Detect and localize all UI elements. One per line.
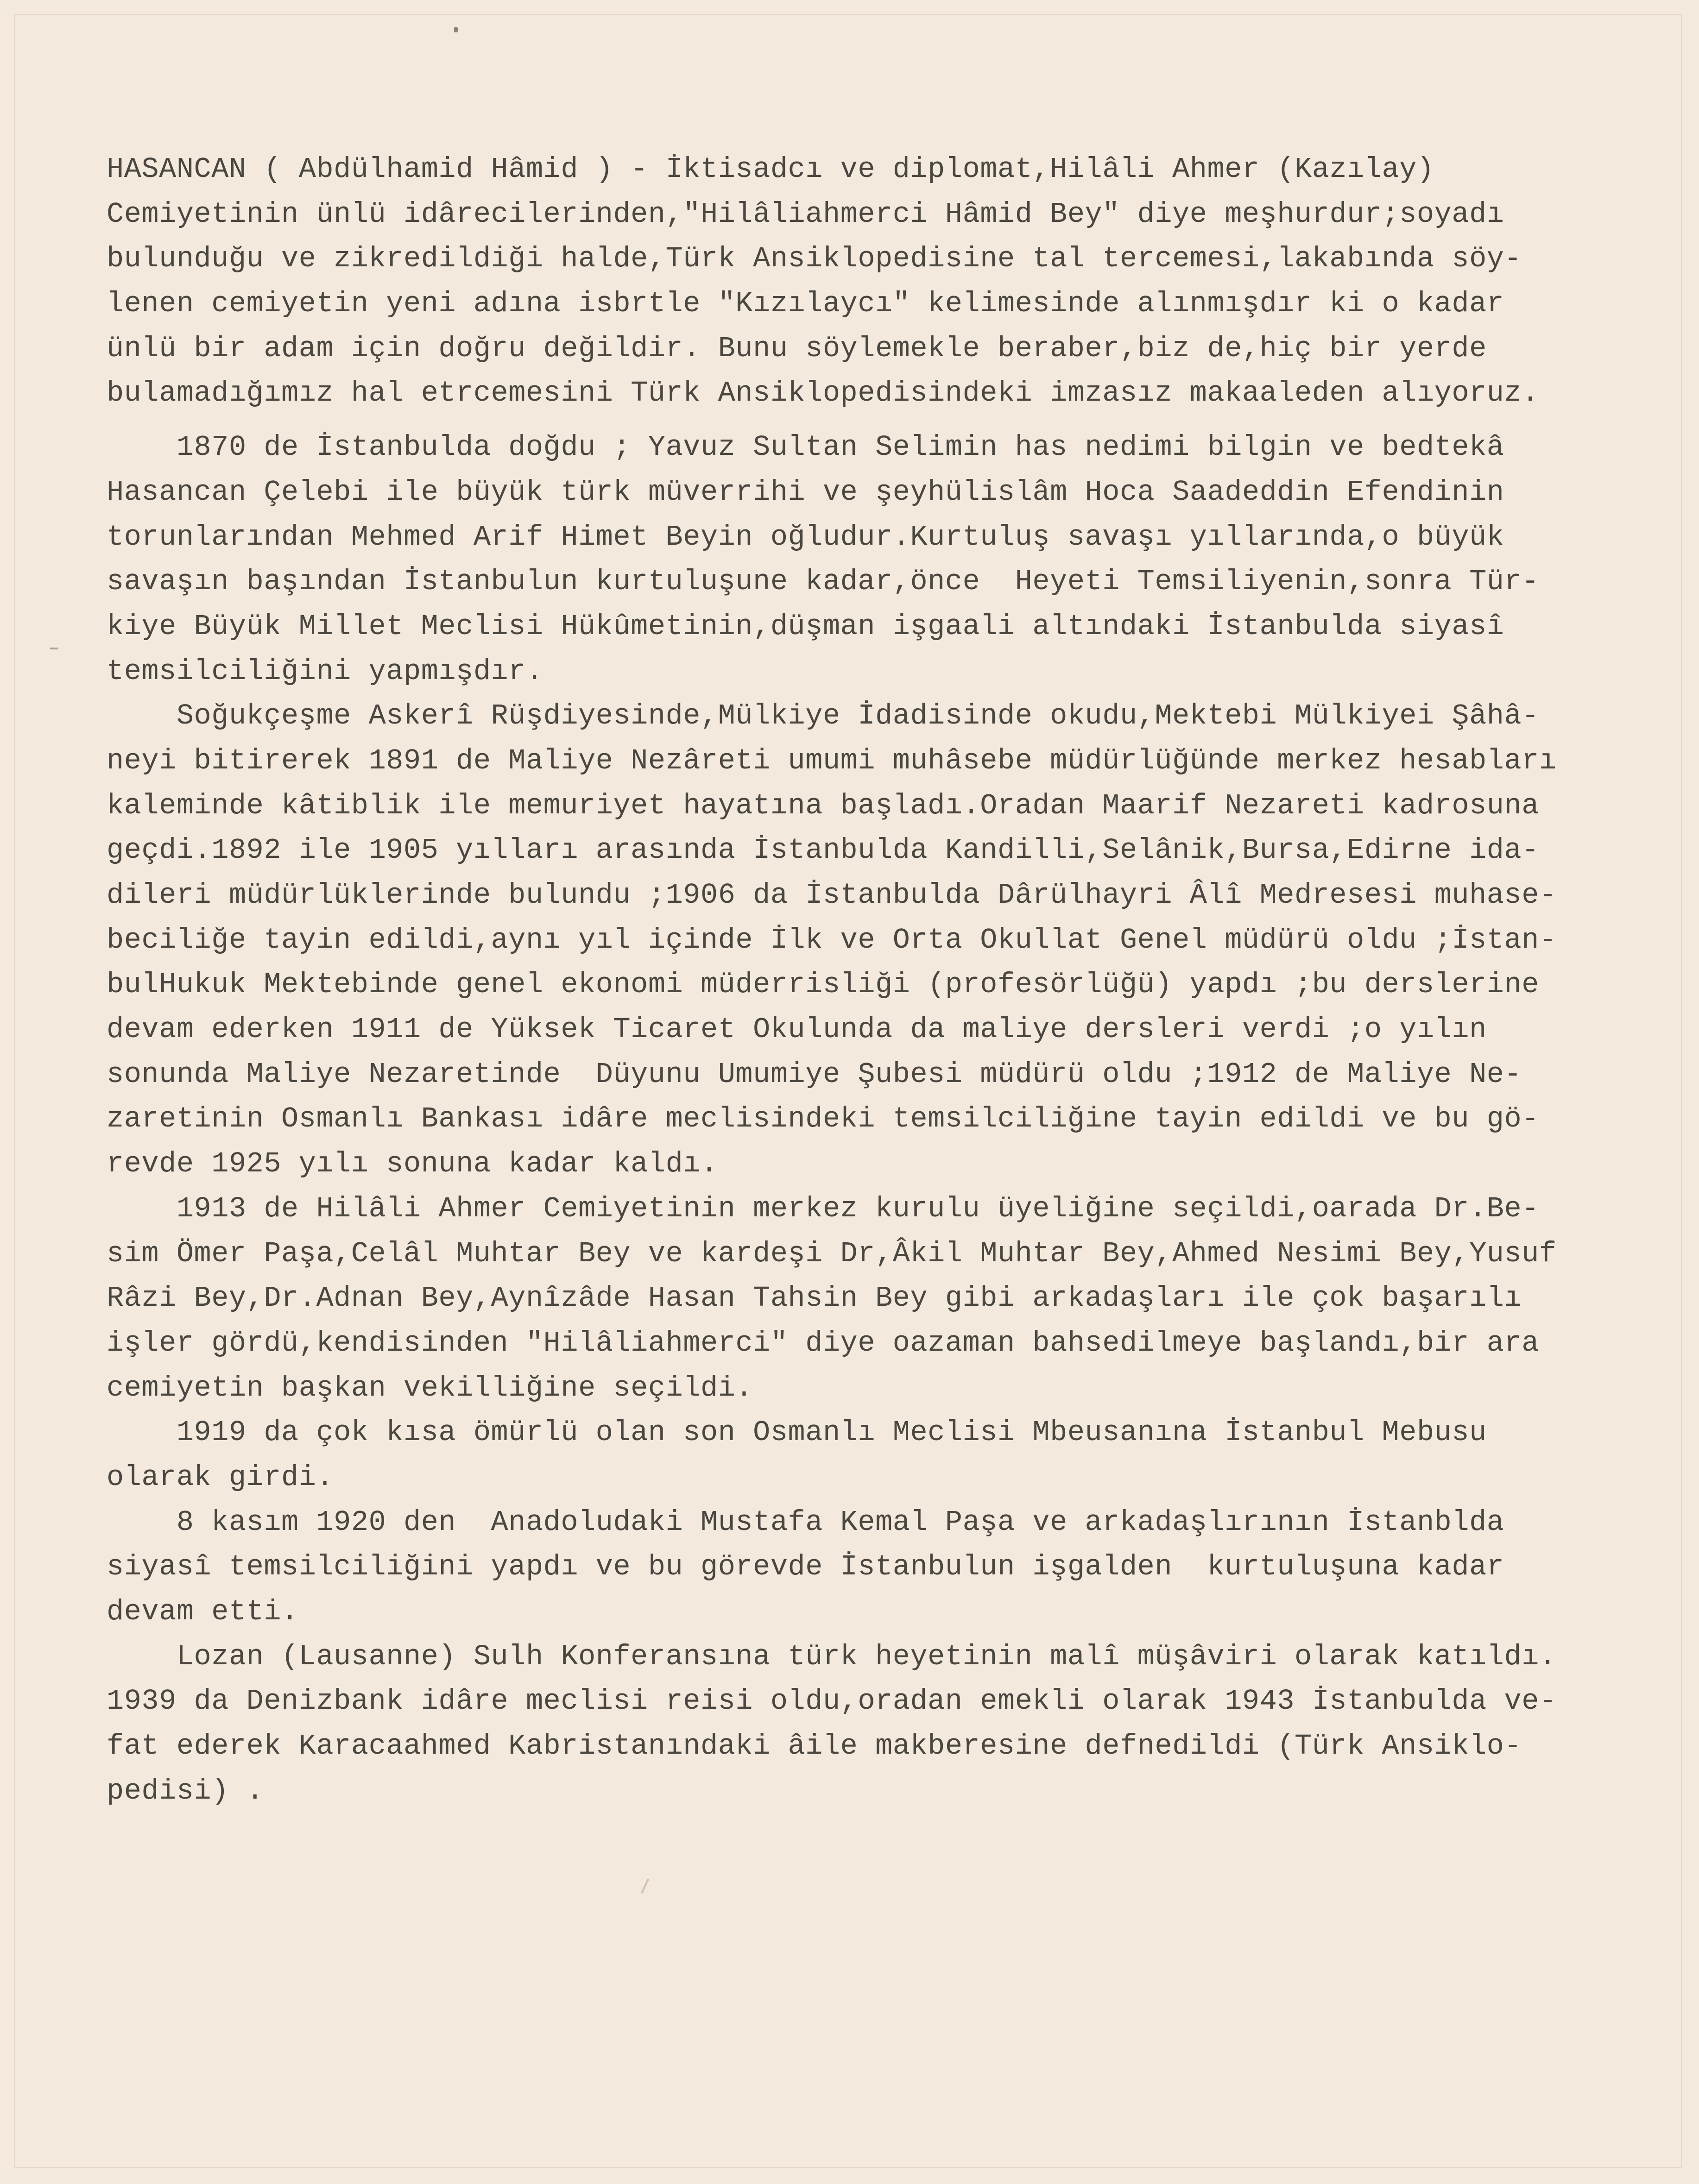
text-line: bulHukuk Mektebinde genel ekonomi müderrisliği (profesörlüğü) yapdı ;bu derslerine <box>107 968 1539 1001</box>
text-line: kaleminde kâtiblik ile memuriyet hayatına başladı.Oradan Maarif Nezareti kadrosuna <box>107 789 1539 822</box>
text-line: siyasî temsilciliğini yapdı ve bu görevde İstanbulun işgalden kurtuluşuna kadar <box>107 1550 1504 1584</box>
text-line: savaşın başından İstanbulun kurtuluşune kadar,önce Heyeti Temsiliyenin,sonra Tür- <box>107 565 1539 598</box>
text-line: dileri müdürlüklerinde bulundu ;1906 da İstanbulda Dârülhayri Âlî Medresesi muhase- <box>107 879 1557 912</box>
text-line: pedisi) . <box>107 1774 264 1807</box>
paragraph-1 <box>107 147 1677 416</box>
text-line: 1870 de İstanbulda doğdu ; Yavuz Sultan Selimin has nedimi bilgin ve bedtekâ <box>107 431 1504 464</box>
text-line: revde 1925 yılı sonuna kadar kaldı. <box>107 1147 718 1181</box>
text-line: Râzi Bey,Dr.Adnan Bey,Aynîzâde Hasan Tahsin Bey gibi arkadaşları ile çok başarılı <box>107 1282 1522 1315</box>
text-line: geçdi.1892 ile 1905 yılları arasında İstanbulda Kandilli,Selânik,Bursa,Edirne ida- <box>107 834 1539 867</box>
text-line: cemiyetin başkan vekilliğine seçildi. <box>107 1371 753 1404</box>
text-line: Lozan (Lausanne) Sulh Konferansına türk heyetinin malî müşâviri olarak katıldı. <box>107 1640 1557 1673</box>
text-line: sonunda Maliye Nezaretinde Düyunu Umumiye Şubesi müdürü oldu ;1912 de Maliye Ne- <box>107 1057 1522 1091</box>
paragraph-6 <box>107 1500 1677 1635</box>
text-line: Cemiyetinin ünlü idârecilerinden,"Hilâliahmerci Hâmid Bey" diye meşhurdur;soyadı <box>107 197 1504 231</box>
ink-speck <box>454 27 458 32</box>
text-line: zaretinin Osmanlı Bankası idâre meclisindeki temsilciliğine tayin edildi ve bu gö- <box>107 1102 1539 1136</box>
text-line: 8 kasım 1920 den Anadoludaki Mustafa Kemal Paşa ve arkadaşlırının İstanblda <box>107 1505 1504 1539</box>
paragraph-5 <box>107 1410 1677 1500</box>
text-line: 1919 da çok kısa ömürlü olan son Osmanlı Meclisi Mbeusanına İstanbul Mebusu <box>107 1416 1487 1449</box>
paragraph-3 <box>107 694 1677 1187</box>
text-line: olarak girdi. <box>107 1460 334 1494</box>
pencil-mark <box>50 648 58 649</box>
paragraph-4 <box>107 1187 1677 1410</box>
text-line: fat ederek Karacaahmed Kabristanındaki âile makberesine defnedildi (Türk Ansiklo- <box>107 1730 1522 1763</box>
document-body <box>107 147 1677 1813</box>
text-line: beciliğe tayin edildi,aynı yıl içinde İlk ve Orta Okullat Genel müdürü oldu ;İstan- <box>107 923 1557 957</box>
text-line: Soğukçeşme Askerî Rüşdiyesinde,Mülkiye İdadisinde okudu,Mektebi Mülkiyei Şâhâ- <box>107 699 1539 733</box>
text-line: işler gördü,kendisinden "Hilâliahmerci" diye oazaman bahsedilmeye başlandı,bir ara <box>107 1326 1539 1359</box>
text-line: devam etti. <box>107 1595 299 1628</box>
text-line: Hasancan Çelebi ile büyük türk müverrihi ve şeyhülislâm Hoca Saadeddin Efendinin <box>107 475 1504 509</box>
text-line: torunlarından Mehmed Arif Himet Beyin oğludur.Kurtuluş savaşı yıllarında,o büyük <box>107 520 1504 554</box>
text-line: ünlü bir adam için doğru değildir. Bunu söylemekle beraber,biz de,hiç bir yerde <box>107 332 1487 365</box>
text-line: HASANCAN ( Abdülhamid Hâmid ) - İktisadcı ve diplomat,Hilâli Ahmer (Kazılay) <box>107 153 1434 186</box>
text-line: temsilciliğini yapmışdır. <box>107 655 543 688</box>
text-line: bulunduğu ve zikredildiği halde,Türk Ansiklopedisine tal tercemesi,lakabında söy- <box>107 242 1522 276</box>
paragraph-7 <box>107 1635 1677 1814</box>
text-line: bulamadığımız hal etrcemesini Türk Ansiklopedisindeki imzasız makaaleden alıyoruz. <box>107 377 1539 410</box>
text-line: 1913 de Hilâli Ahmer Cemiyetinin merkez kurulu üyeliğine seçildi,oarada Dr.Be- <box>107 1192 1539 1225</box>
text-line: lenen cemiyetin yeni adına isbrtle "Kızılaycı" kelimesinde alınmışdır ki o kadar <box>107 287 1504 321</box>
text-line: neyi bitirerek 1891 de Maliye Nezâreti umumi muhâsebe müdürlüğünde merkez hesabları <box>107 744 1557 777</box>
text-line: kiye Büyük Millet Meclisi Hükûmetinin,düşman işgaali altındaki İstanbulda siyasî <box>107 610 1504 643</box>
text-line: 1939 da Denizbank idâre meclisi reisi oldu,oradan emekli olarak 1943 İstanbulda ve- <box>107 1685 1557 1718</box>
paragraph-2 <box>107 425 1677 694</box>
text-line: sim Ömer Paşa,Celâl Muhtar Bey ve kardeşi Dr,Âkil Muhtar Bey,Ahmed Nesimi Bey,Yusuf <box>107 1237 1557 1270</box>
text-line: devam ederken 1911 de Yüksek Ticaret Okulunda da maliye dersleri verdi ;o yılın <box>107 1013 1487 1046</box>
